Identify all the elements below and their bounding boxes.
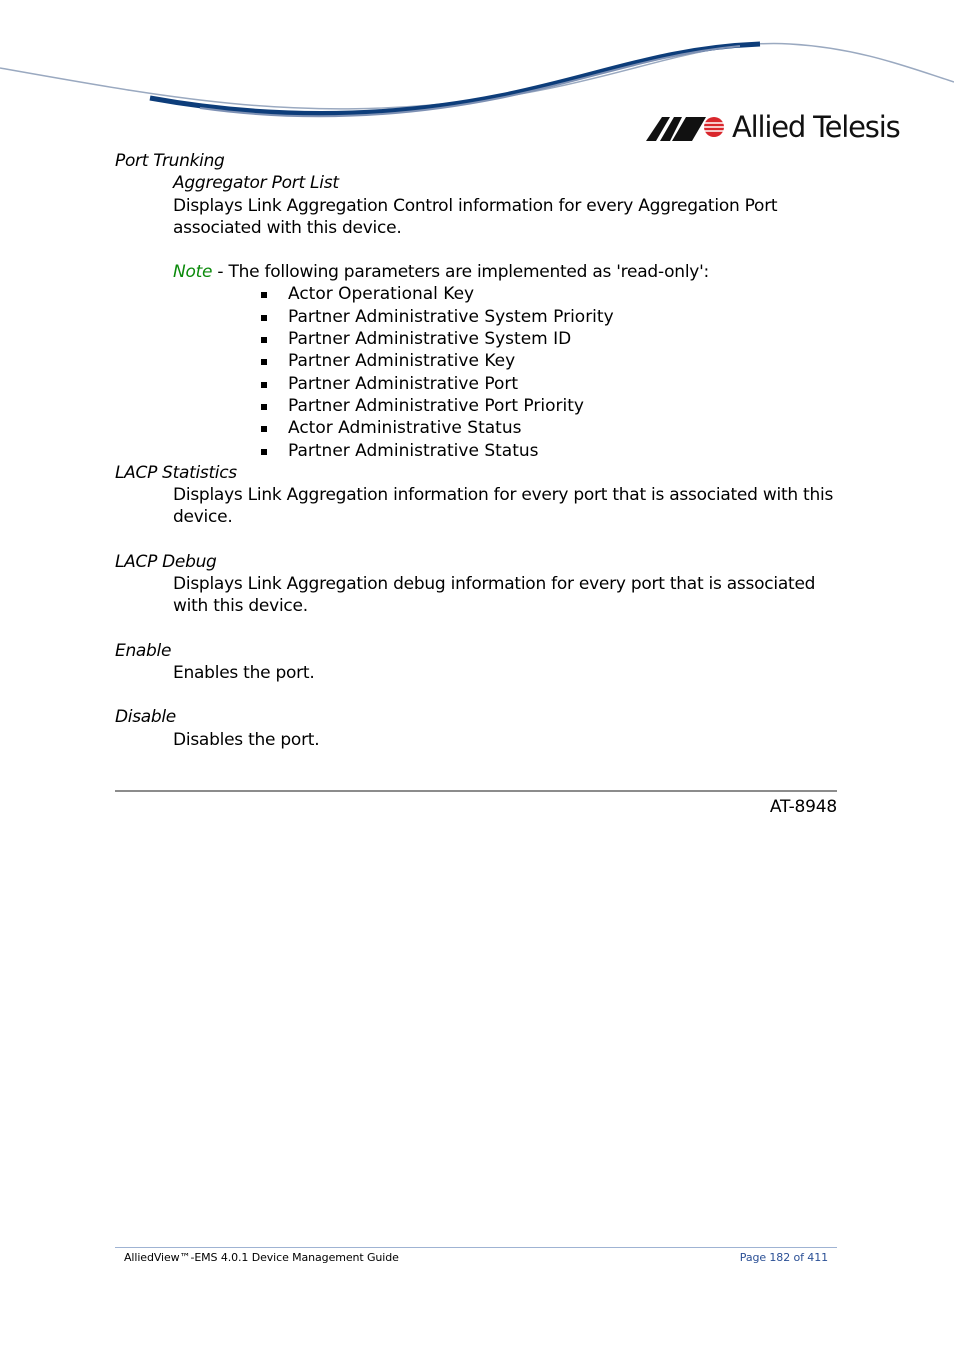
header-swoosh	[0, 0, 954, 125]
logo-wordmark: Allied Telesis	[732, 110, 900, 144]
section-heading-disable: Disable	[115, 707, 176, 728]
list-item: Partner Administrative Port	[288, 373, 837, 395]
footer-document-title: AlliedView™-EMS 4.0.1 Device Management Guide	[124, 1251, 399, 1264]
description-enable: Enables the port.	[173, 662, 315, 683]
note-paragraph	[115, 261, 837, 283]
allied-telesis-emblem-icon	[646, 113, 726, 141]
subheading-aggregator-port-list: Aggregator Port List	[173, 173, 339, 194]
list-item: Partner Administrative Key	[288, 350, 837, 372]
device-model-label: AT-8948	[769, 797, 837, 817]
description-lacp-debug: Displays Link Aggregation debug information for every port that is associated with this device.	[173, 574, 816, 617]
list-item: Partner Administrative System Priority	[288, 306, 837, 328]
description-lacp-statistics: Displays Link Aggregation information for every port that is associated with this device.	[173, 485, 834, 528]
list-item: Actor Operational Key	[288, 283, 837, 305]
list-item: Partner Administrative System ID	[288, 328, 837, 350]
description-aggregator-port-list: Displays Link Aggregation Control information for every Aggregation Port associated with this device.	[173, 195, 778, 238]
allied-telesis-logo	[646, 110, 899, 144]
description-disable: Disables the port.	[173, 729, 320, 750]
section-divider	[115, 790, 837, 792]
footer-divider	[115, 1247, 837, 1248]
note-label: Note	[173, 262, 213, 283]
footer-page-number: Page 182 of 411	[739, 1251, 828, 1264]
note-text: - The following parameters are implemented as 'read-only':	[212, 262, 710, 283]
section-heading-enable: Enable	[115, 640, 172, 661]
list-item: Partner Administrative Port Priority	[288, 395, 837, 417]
section-heading-lacp-debug: LACP Debug	[115, 551, 217, 572]
read-only-parameter-list	[115, 283, 837, 461]
section-heading-lacp-statistics: LACP Statistics	[115, 462, 237, 483]
list-item: Partner Administrative Status	[288, 440, 837, 462]
list-item: Actor Administrative Status	[288, 417, 837, 439]
section-heading-port-trunking: Port Trunking	[115, 151, 225, 171]
document-body	[115, 150, 837, 751]
